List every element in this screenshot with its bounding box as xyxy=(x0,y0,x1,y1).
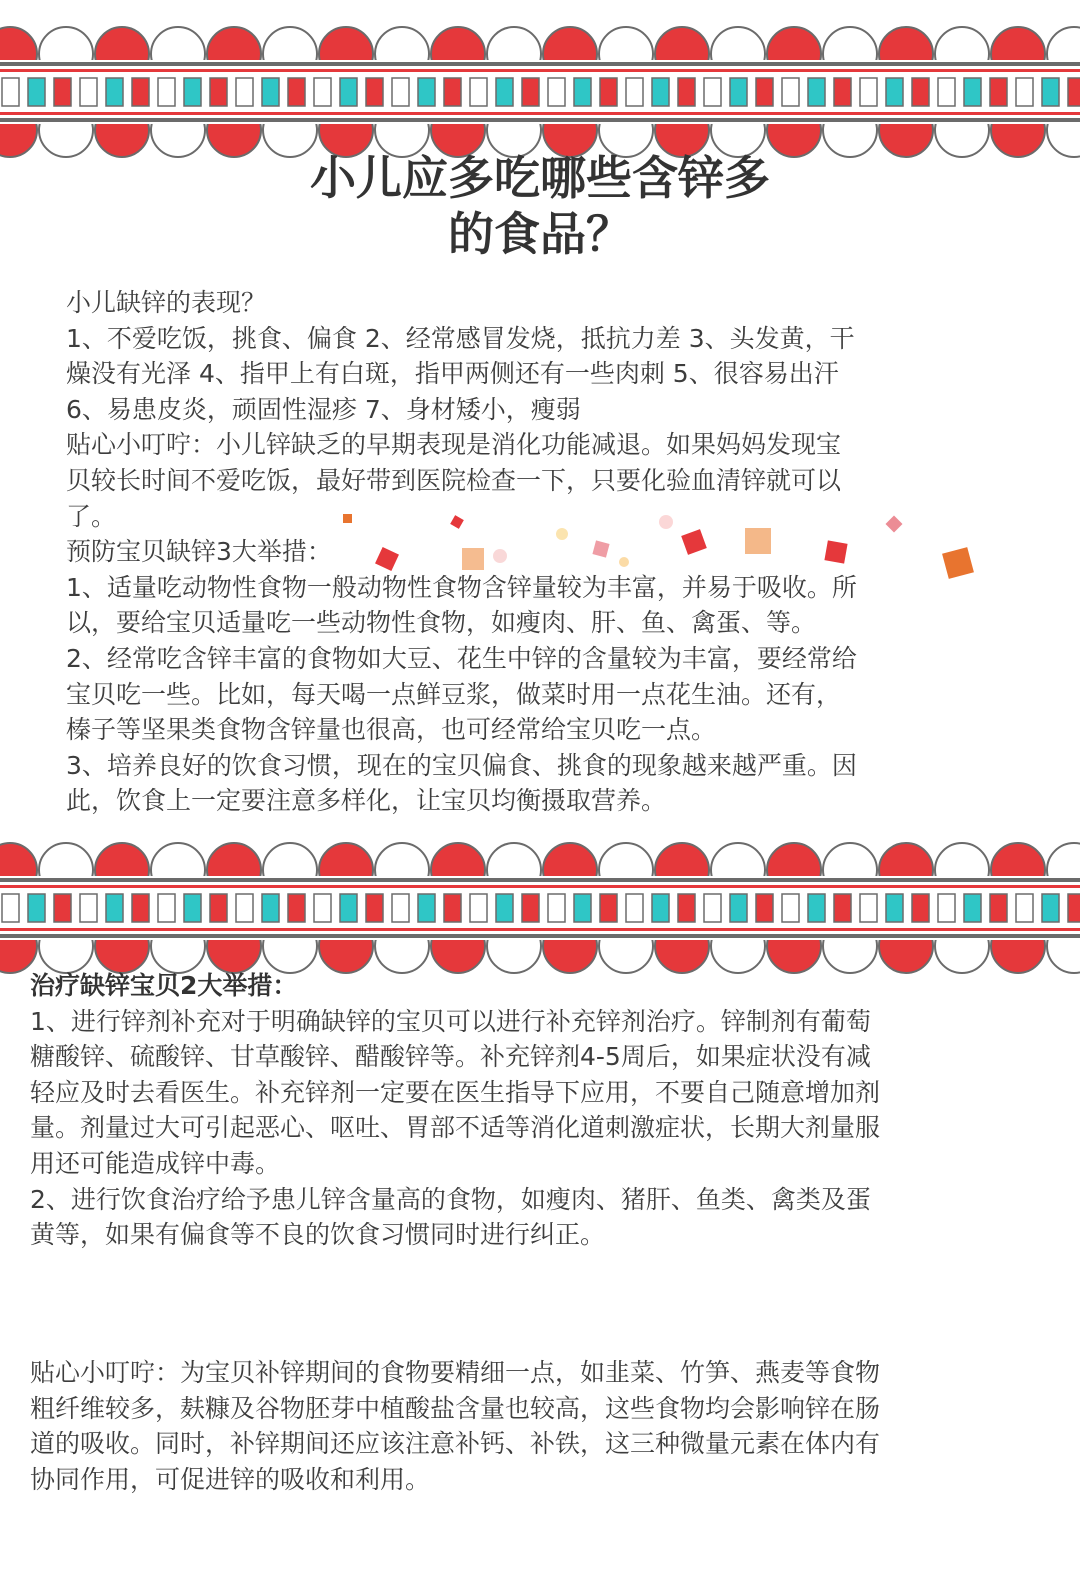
title-line-1: 小儿应多吃哪些含锌多 xyxy=(310,151,770,205)
band-block xyxy=(158,894,175,922)
band-block xyxy=(626,894,643,922)
band-block xyxy=(80,78,97,106)
text-line: 用还可能造成锌中毒。 xyxy=(30,1148,281,1178)
band-block xyxy=(730,78,747,106)
band-block xyxy=(1016,78,1033,106)
band-block xyxy=(990,894,1007,922)
band-block xyxy=(938,78,955,106)
band-block xyxy=(418,894,435,922)
band-block xyxy=(444,78,461,106)
text-line: 2、进行饮食治疗给予患儿锌含量高的食物，如瘦肉、猪肝、鱼类、禽类及蛋 xyxy=(30,1184,871,1214)
band-block xyxy=(834,78,851,106)
band-block xyxy=(392,78,409,106)
band-block xyxy=(1016,894,1033,922)
band-block xyxy=(314,78,331,106)
band-block xyxy=(470,78,487,106)
band-block xyxy=(106,894,123,922)
band-block xyxy=(938,894,955,922)
page-title xyxy=(0,150,1080,262)
band-block xyxy=(2,78,19,106)
band-line xyxy=(0,62,1080,66)
band-block xyxy=(756,78,773,106)
band-block xyxy=(886,894,903,922)
band-block xyxy=(314,894,331,922)
text-line: 燥没有光泽 4、指甲上有白斑，指甲两侧还有一些肉刺 5、很容易出汗 xyxy=(66,359,839,389)
band-block xyxy=(886,78,903,106)
band-block xyxy=(262,78,279,106)
text-line: 此，饮食上一定要注意多样化，让宝贝均衡摄取营养。 xyxy=(66,786,667,816)
band-block xyxy=(730,894,747,922)
text-line: 2、经常吃含锌丰富的食物如大豆、花生中锌的含量较为丰富，要经常给 xyxy=(66,643,857,673)
band-block xyxy=(860,894,877,922)
text-line: 量。剂量过大可引起恶心、呕吐、胃部不适等消化道刺激症状，长期大剂量服 xyxy=(30,1113,881,1143)
band-block xyxy=(964,894,981,922)
band-block xyxy=(444,894,461,922)
band-block xyxy=(132,78,149,106)
band-block xyxy=(28,894,45,922)
band-line xyxy=(0,885,1080,888)
band-block xyxy=(652,78,669,106)
band-block xyxy=(548,78,565,106)
band-block xyxy=(210,894,227,922)
text-line: 预防宝贝缺锌3大举措： xyxy=(66,537,332,567)
band-block xyxy=(990,78,1007,106)
band-line xyxy=(0,934,1080,938)
band-block xyxy=(678,78,695,106)
text-line: 榛子等坚果类食物含锌量也很高，也可经常给宝贝吃一点。 xyxy=(66,715,717,745)
band-block xyxy=(548,894,565,922)
decorative-border-top xyxy=(0,22,1080,162)
text-line: 宝贝吃一些。比如，每天喝一点鲜豆浆，做菜时用一点花生油。还有， xyxy=(66,679,842,709)
text-line: 以，要给宝贝适量吃一些动物性食物，如瘦肉、肝、鱼、禽蛋、等。 xyxy=(66,608,817,638)
band-block xyxy=(288,78,305,106)
band-block xyxy=(574,894,591,922)
band-block xyxy=(626,78,643,106)
band-block xyxy=(184,78,201,106)
text-line: 粗纤维较多，麸糠及谷物胚芽中植酸盐含量也较高，这些食物均会影响锌在肠 xyxy=(30,1393,881,1423)
band-block xyxy=(964,78,981,106)
band-block xyxy=(54,894,71,922)
band-block xyxy=(418,78,435,106)
band-block xyxy=(496,894,513,922)
text-line: 道的吸收。同时，补锌期间还应该注意补钙、补铁，这三种微量元素在体内有 xyxy=(30,1429,881,1459)
band-block xyxy=(912,894,929,922)
band-block xyxy=(860,78,877,106)
band-block xyxy=(1068,78,1080,106)
band-block xyxy=(392,894,409,922)
band-block xyxy=(912,78,929,106)
band-block xyxy=(600,78,617,106)
band-block xyxy=(54,78,71,106)
band-block xyxy=(340,78,357,106)
tips-section xyxy=(30,1355,1055,1497)
band-block xyxy=(782,78,799,106)
text-line: 轻应及时去看医生。补充锌剂一定要在医生指导下应用，不要自己随意增加剂 xyxy=(30,1077,881,1107)
band-block xyxy=(28,78,45,106)
text-line: 黄等，如果有偏食等不良的饮食习惯同时进行纠正。 xyxy=(30,1220,606,1250)
band-block xyxy=(808,78,825,106)
band-block xyxy=(834,894,851,922)
text-line: 3、培养良好的饮食习惯，现在的宝贝偏食、挑食的现象越来越严重。因 xyxy=(66,750,857,780)
band-block xyxy=(210,78,227,106)
band-block xyxy=(80,894,97,922)
text-line: 贴心小叮咛：为宝贝补锌期间的食物要精细一点，如韭菜、竹笋、燕麦等食物 xyxy=(30,1358,881,1387)
band-block xyxy=(756,894,773,922)
band-block xyxy=(1042,78,1059,106)
band-block xyxy=(652,894,669,922)
text-line: 1、进行锌剂补充对于明确缺锌的宝贝可以进行补充锌剂治疗。锌制剂有葡萄 xyxy=(30,1006,871,1036)
band-block xyxy=(574,78,591,106)
band-block xyxy=(600,894,617,922)
symptoms-and-prevention-section xyxy=(66,285,1006,819)
band-line xyxy=(0,928,1080,931)
band-line xyxy=(0,118,1080,122)
title-line-2: 的食品？ xyxy=(448,207,632,261)
band-block xyxy=(262,894,279,922)
text-line: 协同作用，可促进锌的吸收和利用。 xyxy=(30,1464,431,1494)
band-block xyxy=(158,78,175,106)
band-block xyxy=(470,894,487,922)
text-line: 1、适量吃动物性食物一般动物性食物含锌量较为丰富，并易于吸收。所 xyxy=(66,572,857,602)
band-block xyxy=(132,894,149,922)
text-line: 贴心小叮咛：小儿锌缺乏的早期表现是消化功能减退。如果妈妈发现宝 xyxy=(66,430,842,460)
band-block xyxy=(2,894,19,922)
treatment-section xyxy=(30,968,1055,1253)
band-block xyxy=(1042,894,1059,922)
band-block xyxy=(496,78,513,106)
band-line xyxy=(0,112,1080,115)
band-block xyxy=(522,78,539,106)
band-block xyxy=(704,894,721,922)
band-block xyxy=(366,78,383,106)
band-block xyxy=(522,894,539,922)
text-line: 糖酸锌、硫酸锌、甘草酸锌、醋酸锌等。补充锌剂4-5周后，如果症状没有减 xyxy=(30,1042,871,1072)
band-line xyxy=(0,878,1080,882)
band-block xyxy=(1068,894,1080,922)
text-line: 了。 xyxy=(66,501,117,531)
band-block xyxy=(184,894,201,922)
text-line: 1、不爱吃饭，挑食、偏食 2、经常感冒发烧，抵抗力差 3、头发黄，干 xyxy=(66,323,855,353)
band-block xyxy=(236,78,253,106)
text-line: 6、易患皮炎，顽固性湿疹 7、身材矮小，瘦弱 xyxy=(66,394,581,424)
band-block xyxy=(236,894,253,922)
band-block xyxy=(106,78,123,106)
band-block xyxy=(288,894,305,922)
band-line xyxy=(0,69,1080,72)
band-block xyxy=(704,78,721,106)
band-block xyxy=(340,894,357,922)
band-block xyxy=(678,894,695,922)
section-heading: 治疗缺锌宝贝2大举措： xyxy=(30,971,298,1000)
band-block xyxy=(782,894,799,922)
text-line: 小儿缺锌的表现？ xyxy=(66,288,267,317)
band-block xyxy=(366,894,383,922)
decorative-border-middle xyxy=(0,838,1080,978)
band-block xyxy=(808,894,825,922)
text-line: 贝较长时间不爱吃饭，最好带到医院检查一下，只要化验血清锌就可以 xyxy=(66,465,842,495)
